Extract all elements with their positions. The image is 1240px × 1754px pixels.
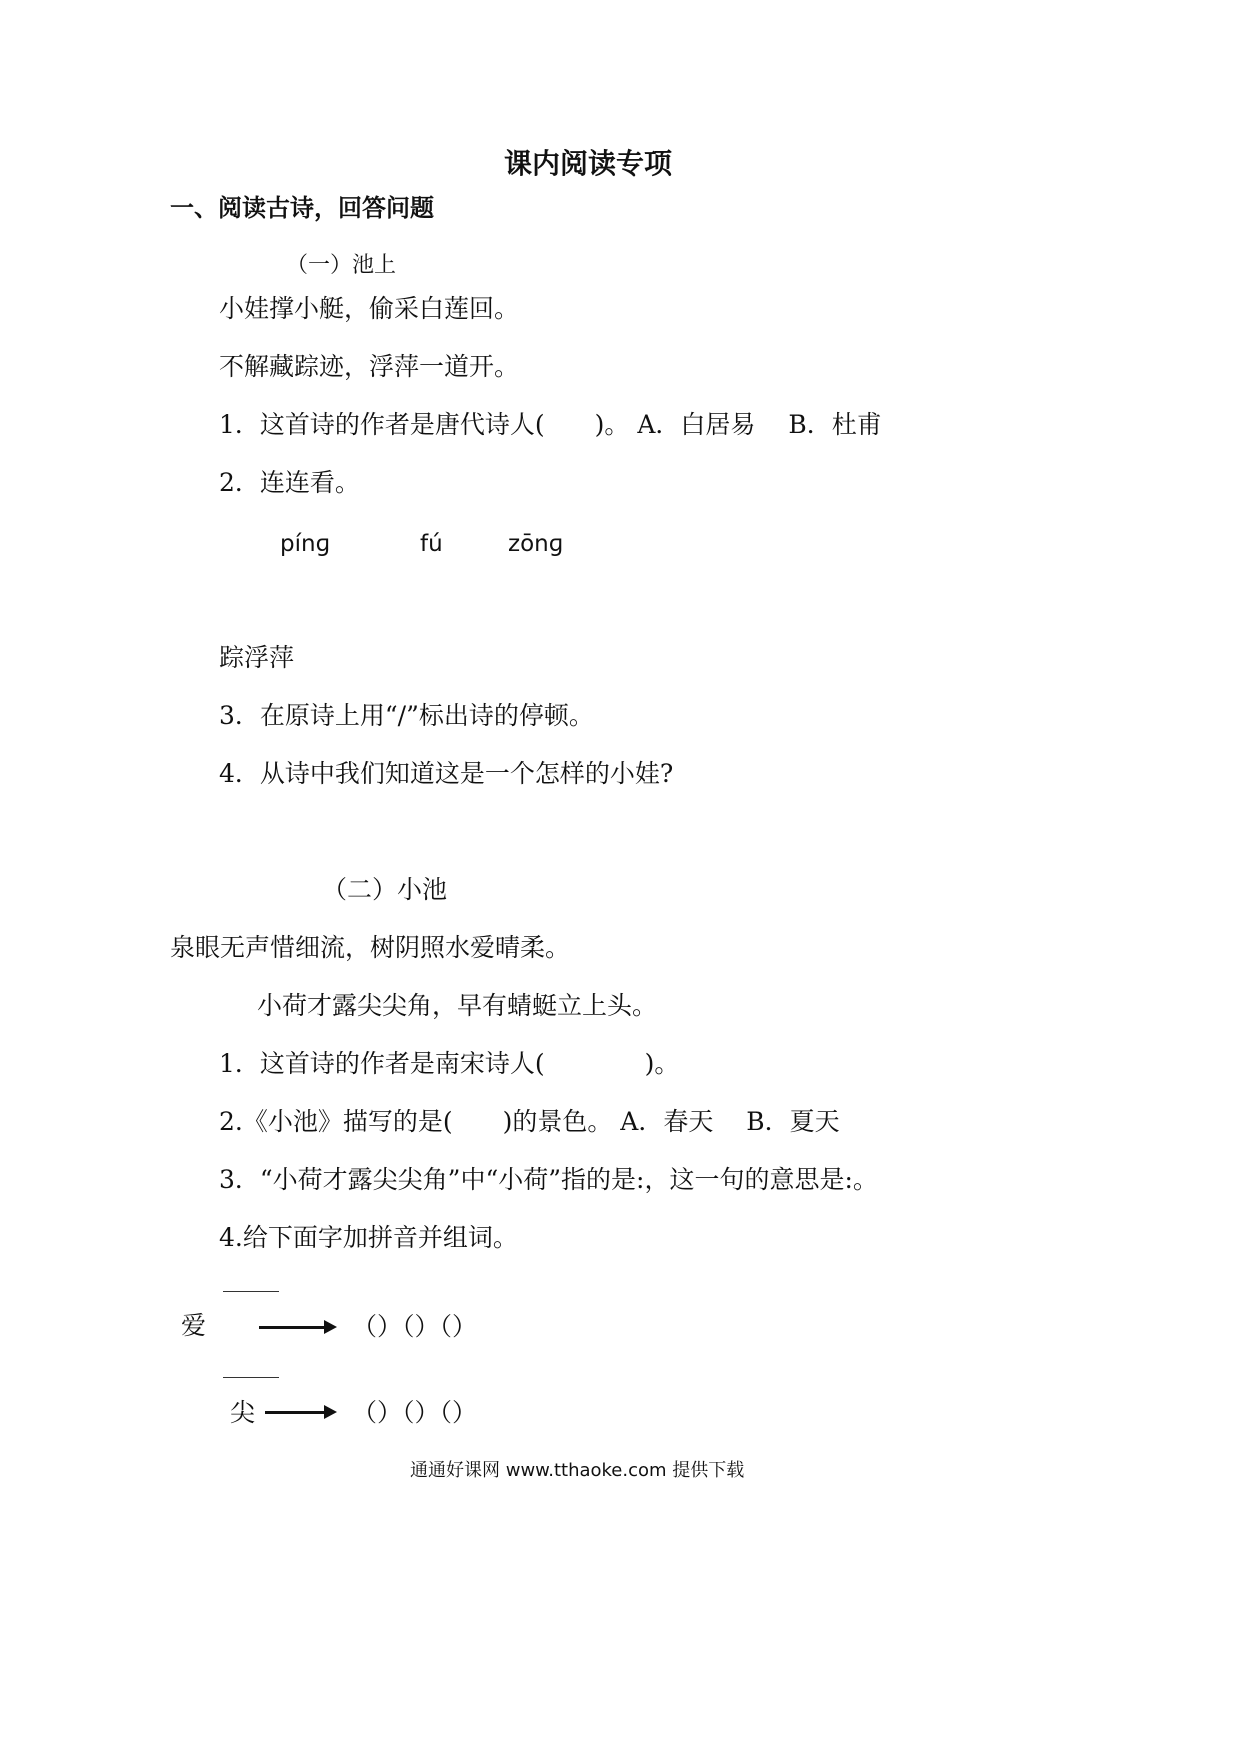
poem1-line: 小娃撑小艇，偷采白莲回。: [219, 294, 520, 323]
poem2-subtitle: （二）小池: [322, 875, 448, 904]
arrow-icon: [265, 1411, 325, 1414]
arrow-icon: [259, 1326, 325, 1329]
page-title: 课内阅读专项: [504, 147, 673, 180]
poem1-question-4: 4．从诗中我们知道这是一个怎样的小娃?: [219, 759, 674, 788]
exercise-character: 爱: [181, 1311, 207, 1340]
pinyin-label: zōnɡ: [508, 531, 564, 557]
poem2-question-3: 3．“小荷才露尖尖角”中“小荷”指的是:，这一句的意思是:。: [219, 1165, 878, 1194]
poem2-question-2: 2.《小池》描写的是( )的景色。 A．春天 B．夏天: [219, 1107, 840, 1136]
poem2-question-1: 1．这首诗的作者是南宋诗人( )。: [219, 1049, 680, 1078]
footer-text: 通通好课网 www.tthaoke.com 提供下载: [410, 1460, 745, 1481]
poem1-line: 不解藏踪迹，浮萍一道开。: [219, 352, 520, 381]
poem2-question-4: 4.给下面字加拼音并组词。: [219, 1223, 518, 1252]
pinyin-label: fú: [420, 531, 443, 557]
pinyin-label: pínɡ: [280, 531, 331, 557]
poem1-question-1: 1．这首诗的作者是唐代诗人( )。 A．白居易 B．杜甫: [219, 410, 882, 439]
pinyin-blank-line: [223, 1377, 279, 1378]
word-blanks: （）（）（）: [352, 1312, 478, 1341]
poem1-question-2: 2．连连看。: [219, 468, 360, 497]
poem1-question-3: 3．在原诗上用“/”标出诗的停顿。: [219, 701, 594, 730]
pinyin-blank-line: [223, 1291, 279, 1292]
exercise-character: 尖: [230, 1398, 256, 1427]
poem2-line: 小荷才露尖尖角，早有蜻蜓立上头。: [257, 991, 658, 1020]
poem2-line: 泉眼无声惜细流，树阴照水爱晴柔。: [170, 933, 571, 962]
poem1-subtitle: （一）池上: [286, 253, 397, 278]
matching-characters: 踪浮萍: [219, 643, 295, 672]
section-heading: 一、阅读古诗，回答问题: [170, 193, 434, 222]
word-blanks: （）（）（）: [352, 1398, 478, 1427]
